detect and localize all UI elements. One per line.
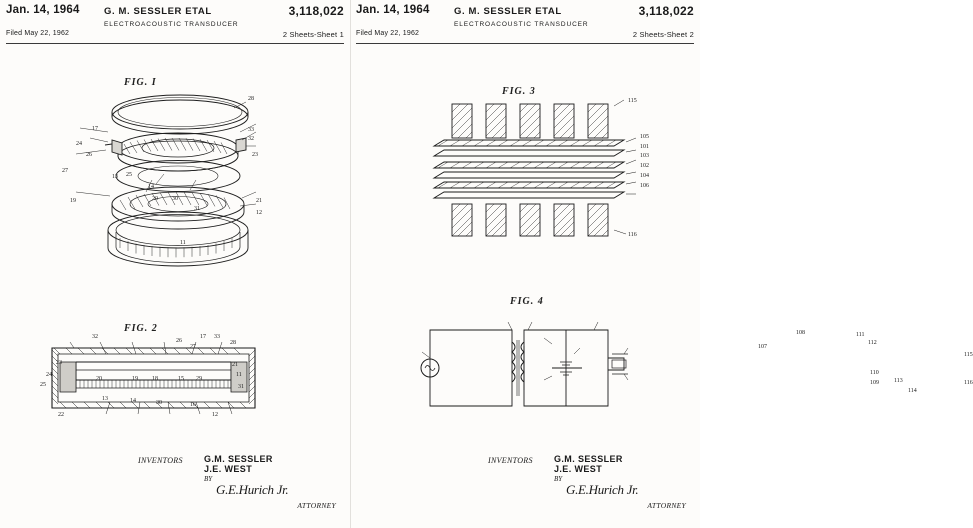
callout: 23 xyxy=(252,152,258,158)
callout: 15 xyxy=(178,376,184,382)
figure-4-label: FIG. 4 xyxy=(510,296,544,307)
attorney-label: ATTORNEY xyxy=(297,501,336,510)
callout: 101 xyxy=(640,144,649,150)
callout: 11 xyxy=(180,240,186,246)
callout: 13 xyxy=(102,396,108,402)
callout: 12 xyxy=(256,210,262,216)
sheet-2 xyxy=(350,0,973,528)
figure-3-label: FIG. 3 xyxy=(502,86,536,97)
callout: 115 xyxy=(628,98,637,104)
sheet-note: 2 Sheets-Sheet 2 xyxy=(632,30,694,39)
callout: 27 xyxy=(62,168,68,174)
filed-date: Filed May 22, 1962 xyxy=(356,30,420,37)
callout: 33 xyxy=(248,127,254,133)
patent-title: ELECTROACOUSTIC TRANSDUCER xyxy=(104,21,239,28)
callout: 23 xyxy=(56,360,62,366)
callout: 19 xyxy=(132,376,138,382)
issue-date: Jan. 14, 1964 xyxy=(6,4,80,16)
callout: 16 xyxy=(190,402,196,408)
callout: 32 xyxy=(248,136,254,142)
callout: 31 xyxy=(194,206,200,212)
sheet-note: 2 Sheets-Sheet 1 xyxy=(282,30,344,39)
callout: 110 xyxy=(870,370,879,376)
callout: 30 xyxy=(156,400,162,406)
callout: 28 xyxy=(230,340,236,346)
filed-date: Filed May 22, 1962 xyxy=(6,30,70,37)
callout: 104 xyxy=(640,173,649,179)
callout: 109 xyxy=(870,380,879,386)
sheet-1 xyxy=(0,0,350,528)
by-label: BY xyxy=(204,475,213,483)
callout: 29 xyxy=(196,376,202,382)
callout: 111 xyxy=(856,332,865,338)
figure-3-drawing xyxy=(428,98,628,243)
callout: 115 xyxy=(964,352,973,358)
by-label: BY xyxy=(554,475,563,483)
callout: 26 xyxy=(86,152,92,158)
callout: 24 xyxy=(76,141,82,147)
callout: 14 xyxy=(148,184,154,190)
callout: 114 xyxy=(908,388,917,394)
attorney-signature: G.E.Hurich Jr. xyxy=(566,482,639,497)
signature-block-sheet-2 xyxy=(488,456,688,514)
callout: 33 xyxy=(214,334,220,340)
attorney-label: ATTORNEY xyxy=(647,501,686,510)
callout: 108 xyxy=(796,330,805,336)
callout: 32 xyxy=(92,334,98,340)
callout: 12 xyxy=(212,412,218,418)
header-divider xyxy=(356,43,694,44)
callout: 20 xyxy=(96,376,102,382)
inventors-word: INVENTORS xyxy=(138,456,183,465)
callout: 26 xyxy=(176,338,182,344)
signature-block-sheet-1 xyxy=(138,456,338,514)
callout: 106 xyxy=(640,183,649,189)
callout: 107 xyxy=(758,344,767,350)
callout: 14 xyxy=(130,398,136,404)
callout: 116 xyxy=(964,380,973,386)
inventors-header: G. M. SESSLER ETAL xyxy=(454,6,562,17)
callout: 103 xyxy=(640,153,649,159)
callout: 24 xyxy=(46,372,52,378)
figure-1-label: FIG. I xyxy=(124,77,157,88)
callout: 116 xyxy=(628,232,637,238)
callout: 11 xyxy=(236,372,242,378)
figure-2-label: FIG. 2 xyxy=(124,323,158,334)
callout: 27 xyxy=(190,344,196,350)
issue-date: Jan. 14, 1964 xyxy=(356,4,430,16)
attorney-signature: G.E.Hurich Jr. xyxy=(216,482,289,497)
header-divider xyxy=(6,43,344,44)
sheet-2-header xyxy=(356,4,694,46)
inventors-word: INVENTORS xyxy=(488,456,533,465)
patent-number: 3,118,022 xyxy=(288,4,344,18)
inventor-name-2: J.E. WEST xyxy=(204,464,253,474)
callout: 112 xyxy=(868,340,877,346)
callout: 13 xyxy=(112,174,118,180)
callout: 21 xyxy=(232,362,238,368)
patent-number: 3,118,022 xyxy=(638,4,694,18)
callout: 19 xyxy=(70,198,76,204)
callout: 20 xyxy=(152,196,158,202)
callout: 17 xyxy=(92,126,98,132)
callout: 113 xyxy=(894,378,903,384)
inventor-name-2: J.E. WEST xyxy=(554,464,603,474)
callout: 28 xyxy=(248,96,254,102)
callout: 25 xyxy=(126,172,132,178)
callout: 22 xyxy=(58,412,64,418)
inventor-name-1: G.M. SESSLER xyxy=(554,454,623,464)
sheet-1-header xyxy=(6,4,344,46)
callout: 17 xyxy=(200,334,206,340)
figure-4-drawing xyxy=(412,318,632,418)
callout: 18 xyxy=(152,376,158,382)
inventors-header: G. M. SESSLER ETAL xyxy=(104,6,212,17)
patent-title: ELECTROACOUSTIC TRANSDUCER xyxy=(454,21,589,28)
callout: 25 xyxy=(40,382,46,388)
inventor-name-1: G.M. SESSLER xyxy=(204,454,273,464)
callout: 31 xyxy=(238,384,244,390)
callout: 105 xyxy=(640,134,649,140)
callout: 21 xyxy=(256,198,262,204)
callout: 30 xyxy=(172,196,178,202)
callout: 102 xyxy=(640,163,649,169)
